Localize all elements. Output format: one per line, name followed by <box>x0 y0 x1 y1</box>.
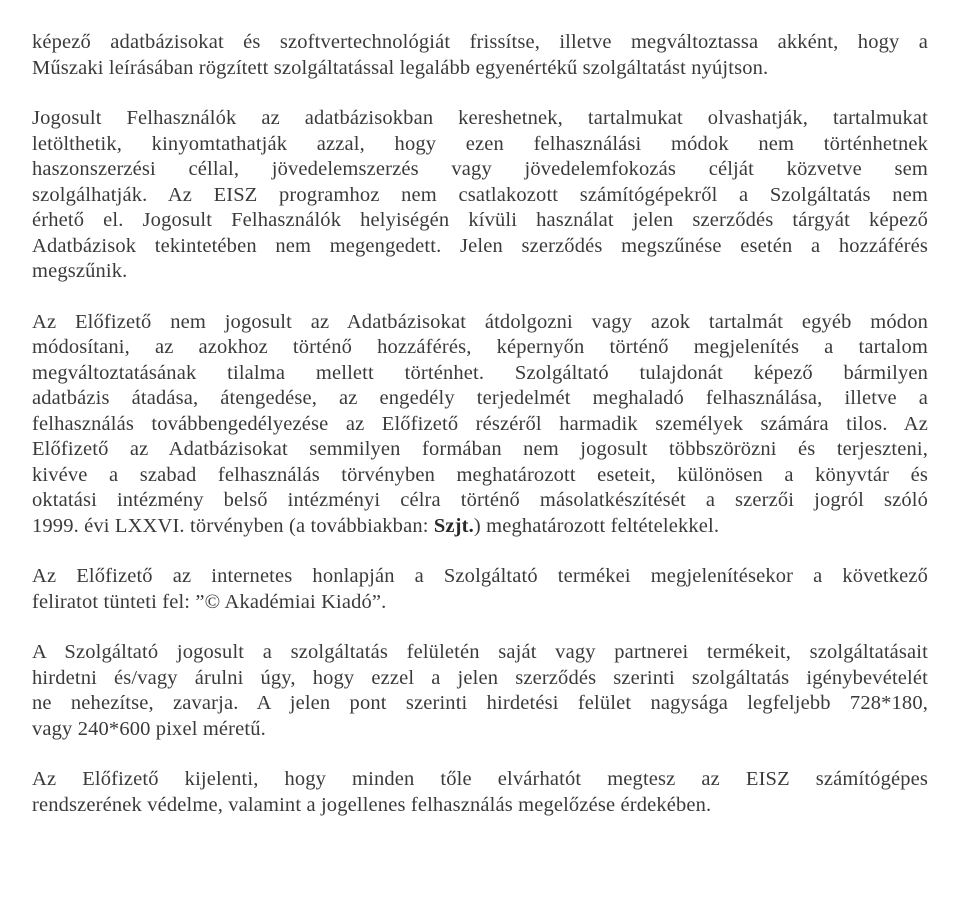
text-line: megszűnik. <box>32 260 128 282</box>
text-line: hirdetni és/vagy árulni úgy, hogy ezzel a jelen szerződés szerinti szolgáltatás igénybevételét <box>32 666 928 689</box>
text-line: szolgálhatják. Az EISZ programhoz nem csatlakozott számítógépekről a Szolgáltatás nem <box>32 183 928 206</box>
paragraph-system-protection <box>32 767 928 818</box>
text-fragment: ) meghatározott feltételekkel. <box>473 514 720 537</box>
text-line: vagy 240*600 pixel méretű. <box>32 717 266 740</box>
text-line: Az Előfizető nem jogosult az Adatbázisokat átdolgozni vagy azok tartalmát egyéb módon <box>32 310 928 333</box>
paragraph-update-obligation <box>32 30 928 81</box>
text-line: rendszerének védelme, valamint a jogellenes felhasználás megelőzése érdekében. <box>32 793 712 816</box>
text-line: adatbázis átadása, átengedése, az engedély terjedelmét meghaladó felhasználása, illetve a <box>32 387 928 409</box>
text-line: Jogosult Felhasználók az adatbázisokban kereshetnek, tartalmukat olvashatják, tartalmukat <box>32 107 928 129</box>
text-line: kivéve a szabad felhasználás törvényben meghatározott eseteit, különösen a könyvtár és <box>32 463 928 486</box>
text-line: módosítani, az azokhoz történő hozzáférés, képernyőn történő megjelenítés a tartalom <box>32 336 928 358</box>
paragraph-copyright-notice <box>32 564 928 615</box>
paragraph-advertising <box>32 640 928 742</box>
paragraph-authorized-users <box>32 106 928 285</box>
text-line: A Szolgáltató jogosult a szolgáltatás felületén saját vagy partnerei termékeit, szolgáltatásait <box>32 641 928 663</box>
text-line: megváltoztatásának tilalma mellett történhet. Szolgáltató tulajdonát képező bármilyen <box>32 361 928 384</box>
text-line: Az Előfizető kijelenti, hogy minden tőle elvárhatót megtesz az EISZ számítógépes <box>32 768 928 790</box>
paragraph-subscriber-restrictions <box>32 310 928 540</box>
text-line <box>32 514 928 540</box>
text-line: haszonszerzési céllal, jövedelemszerzés vagy jövedelemfokozás célját közvetve sem <box>32 158 928 180</box>
text-line: Előfizető az Adatbázisokat semmilyen formában nem jogosult többszörözni és terjeszteni, <box>32 438 928 460</box>
text-line: feliratot tünteti fel: ”© Akadémiai Kiadó”. <box>32 590 387 613</box>
text-line: érhető el. Jogosult Felhasználók helyiségén kívüli használat jelen szerződés tárgyát képező <box>32 209 928 231</box>
text-line: ne nehezítse, zavarja. A jelen pont szerinti hirdetési felület nagysága legfeljebb 728*180, <box>32 692 928 714</box>
text-line: oktatási intézmény belső intézményi célra történő másolatkészítését a szerzői jogról szóló <box>32 489 928 511</box>
text-line: képező adatbázisokat és szoftvertechnológiát frissítse, illetve megváltoztassa akként, hogy a <box>32 31 928 53</box>
text-fragment: 1999. évi LXXVI. törvényben (a továbbiakban: <box>32 514 434 537</box>
text-line: Adatbázisok tekintetében nem megengedett. Jelen szerződés megszűnése esetén a hozzáférés <box>32 234 928 257</box>
abbreviation-bold: Szjt. <box>433 514 474 537</box>
text-line: Az Előfizető az internetes honlapján a Szolgáltató termékei megjelenítésekor a következő <box>32 565 928 587</box>
text-line: felhasználás továbbengedélyezése az Előfizető részéről harmadik személyek számára tilos. Az <box>32 412 928 435</box>
text-line: Műszaki leírásában rögzített szolgáltatással legalább egyenértékű szolgáltatást nyújtson. <box>32 56 769 79</box>
text-line: letölthetik, kinyomtathatják azzal, hogy ezen felhasználási módok nem történhetnek <box>32 132 928 155</box>
